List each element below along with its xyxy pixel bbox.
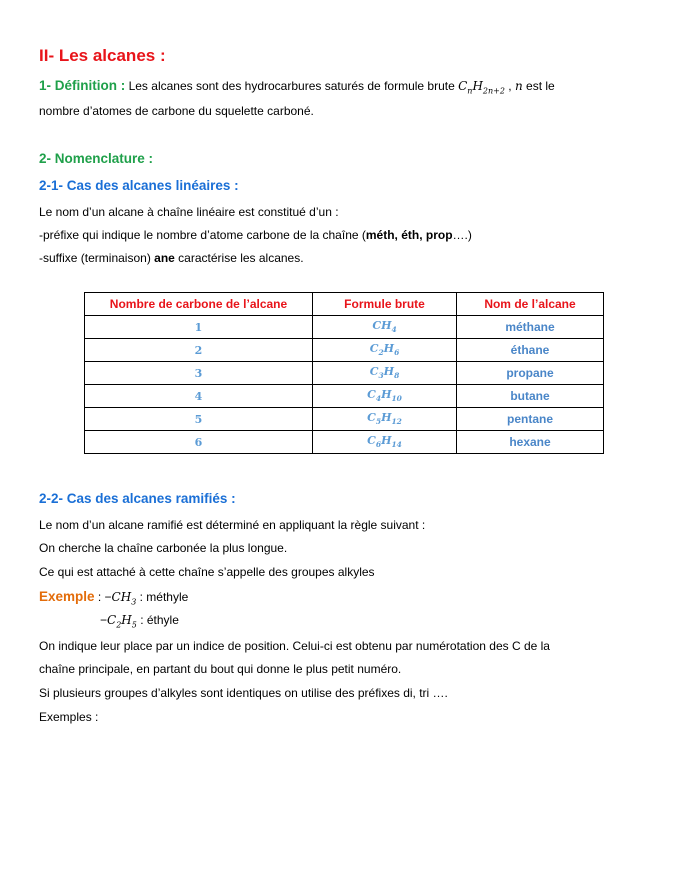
linear-line-3: -suffixe (terminaison) ane caractérise les alcanes. — [39, 251, 304, 265]
alkane-name: butane — [457, 385, 604, 408]
ethyl-formula: $C_2H_5$ — [107, 613, 137, 630]
general-formula: $C_nH_{2n+2}$ — [458, 79, 505, 96]
carbon-count: 5 — [85, 408, 313, 431]
table-header-row — [85, 293, 604, 316]
alkanes-table — [84, 292, 604, 454]
molecular-formula: $C_4H_{10}$ — [313, 385, 457, 408]
alkane-name: pentane — [457, 408, 604, 431]
nomenclature-heading: 2- Nomenclature : — [39, 151, 154, 166]
alkane-name: propane — [457, 362, 604, 385]
branched-line-5: chaîne principale, en partant du bout qui donne le plus petit numéro. — [39, 662, 402, 676]
prefix-examples: méth, éth, prop — [365, 228, 453, 242]
variable-n: n — [514, 79, 523, 93]
definition-line-2: nombre d’atomes de carbone du squelette carboné. — [39, 104, 314, 118]
carbon-count: 6 — [85, 431, 313, 454]
carbon-count: 2 — [85, 339, 313, 362]
suffix-ane: ane — [154, 251, 175, 265]
molecular-formula: $CH_4$ — [313, 316, 457, 339]
table-row — [85, 408, 604, 431]
table-row — [85, 385, 604, 408]
alkane-name: méthane — [457, 316, 604, 339]
definition-heading: 1- Définition : — [39, 78, 126, 93]
branched-line-6: Si plusieurs groupes d’alkyles sont identiques on utilise des préfixes di, tri …. — [39, 686, 448, 700]
branched-line-4: On indique leur place par un indice de position. Celui-ci est obtenu par numérotation des C de la — [39, 639, 550, 653]
header-name: Nom de l’alcane — [457, 293, 604, 316]
linear-line-1: Le nom d’un alcane à chaîne linéaire est constitué d’un : — [39, 205, 339, 219]
alkane-name: hexane — [457, 431, 604, 454]
table-row — [85, 316, 604, 339]
table-row — [85, 339, 604, 362]
carbon-count: 3 — [85, 362, 313, 385]
table-row — [85, 431, 604, 454]
branched-line-3: Ce qui est attaché à cette chaîne s’appelle des groupes alkyles — [39, 565, 375, 579]
alkane-name: éthane — [457, 339, 604, 362]
example-line-1: Exemple : $-CH_3$ : méthyle — [39, 589, 189, 607]
branched-line-1: Le nom d’un alcane ramifié est déterminé en appliquant la règle suivant : — [39, 518, 426, 532]
molecular-formula: $C_5H_{12}$ — [313, 408, 457, 431]
definition-line-1: 1- Définition : Les alcanes sont des hydrocarbures saturés de formule brute $C_nH_{2n+2}$ , n est le — [39, 78, 555, 96]
linear-alkanes-heading: 2-1- Cas des alcanes linéaires : — [39, 178, 239, 193]
table-body — [85, 316, 604, 454]
header-carbons: Nombre de carbone de l’alcane — [85, 293, 313, 316]
branched-line-2: On cherche la chaîne carbonée la plus longue. — [39, 541, 288, 555]
branched-line-7: Exemples : — [39, 710, 99, 724]
section-title: II- Les alcanes : — [39, 46, 166, 65]
molecular-formula: $C_2H_6$ — [313, 339, 457, 362]
methyl-formula: $CH_3$ — [111, 590, 137, 607]
carbon-count: 4 — [85, 385, 313, 408]
table-row — [85, 362, 604, 385]
branched-alkanes-heading: 2-2- Cas des alcanes ramifiés : — [39, 491, 236, 506]
molecular-formula: $C_6H_{14}$ — [313, 431, 457, 454]
example-line-2: $-C_2H_5$ : éthyle — [100, 613, 179, 630]
definition-text: Les alcanes sont des hydrocarbures saturés de formule brute — [125, 79, 459, 93]
linear-line-2: -préfixe qui indique le nombre d’atome carbone de la chaîne (méth, éth, prop….) — [39, 228, 472, 242]
example-label: Exemple — [39, 589, 95, 604]
carbon-count: 1 — [85, 316, 313, 339]
molecular-formula: $C_3H_8$ — [313, 362, 457, 385]
header-formula: Formule brute — [313, 293, 457, 316]
